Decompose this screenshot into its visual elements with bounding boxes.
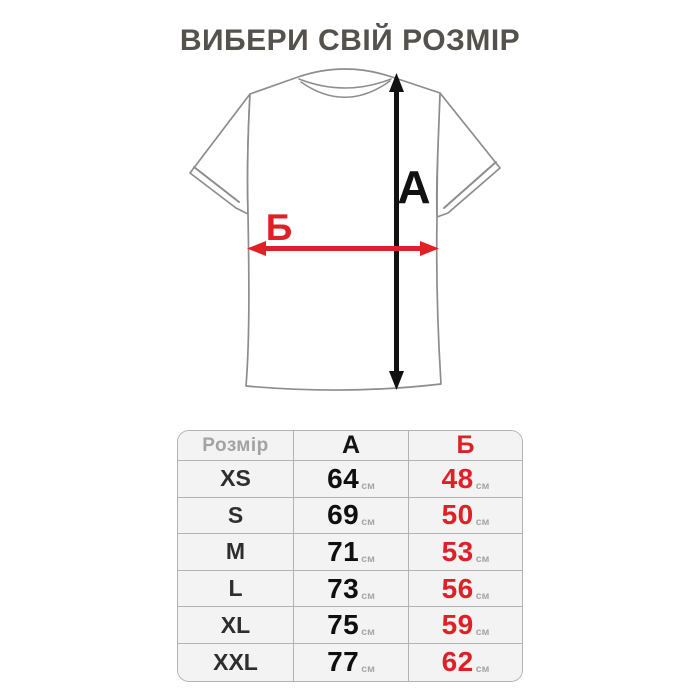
page-title: ВИБЕРИ СВІЙ РОЗМІР — [179, 24, 521, 57]
size-label: S — [227, 501, 244, 528]
unit-label: см — [361, 663, 375, 676]
unit-label: см — [361, 516, 375, 529]
unit-label: см — [475, 663, 490, 676]
header-a-label: А — [341, 431, 361, 459]
measure-b-value: 62 — [441, 646, 474, 678]
unit-label: см — [475, 552, 490, 565]
measure-a-cell — [294, 607, 409, 644]
unit-label: см — [475, 626, 490, 639]
size-cell — [178, 607, 294, 644]
measure-a-cell — [294, 644, 409, 681]
measure-a-value: 73 — [327, 572, 360, 604]
dimension-label-b: Б — [265, 207, 293, 248]
measure-b-cell — [409, 571, 522, 608]
unit-label: см — [475, 516, 490, 529]
header-size-label: Розмір — [202, 434, 269, 456]
size-label: XS — [220, 465, 251, 492]
tshirt-outline-icon — [190, 69, 500, 390]
measure-b-value: 48 — [441, 462, 474, 494]
measure-b-cell — [409, 498, 522, 535]
measure-a-cell — [294, 461, 409, 498]
size-cell — [178, 461, 294, 498]
header-b-label: Б — [456, 431, 475, 459]
measure-b-value: 50 — [441, 499, 474, 531]
unit-label: см — [475, 479, 490, 492]
measure-b-cell — [409, 461, 522, 498]
size-table — [177, 430, 523, 682]
dimension-label-a: А — [397, 161, 431, 213]
header-b — [409, 431, 522, 461]
measure-a-cell — [294, 534, 409, 571]
measure-a-value: 64 — [327, 462, 360, 494]
unit-label: см — [361, 479, 375, 492]
measure-a-value: 75 — [327, 609, 360, 641]
size-cell — [178, 498, 294, 535]
unit-label: см — [361, 552, 375, 565]
measure-b-cell — [409, 607, 522, 644]
measure-b-value: 56 — [441, 572, 474, 604]
tshirt-diagram — [150, 59, 550, 415]
measure-b-value: 53 — [441, 535, 474, 567]
size-label: XL — [220, 611, 251, 638]
measure-a-cell — [294, 498, 409, 535]
size-cell — [178, 571, 294, 608]
unit-label: см — [475, 589, 490, 602]
size-label: L — [228, 575, 243, 602]
size-label: M — [225, 538, 246, 565]
measure-a-value: 69 — [327, 499, 360, 531]
header-size — [178, 431, 294, 461]
measure-b-cell — [409, 534, 522, 571]
measure-b-value: 59 — [441, 609, 474, 641]
measure-a-cell — [294, 571, 409, 608]
size-cell — [178, 644, 294, 681]
header-a — [294, 431, 409, 461]
unit-label: см — [361, 589, 375, 602]
size-cell — [178, 534, 294, 571]
measure-a-value: 71 — [327, 535, 360, 567]
size-label: XXL — [213, 648, 258, 675]
measure-b-cell — [409, 644, 522, 681]
unit-label: см — [361, 626, 375, 639]
measure-a-value: 77 — [327, 646, 360, 678]
